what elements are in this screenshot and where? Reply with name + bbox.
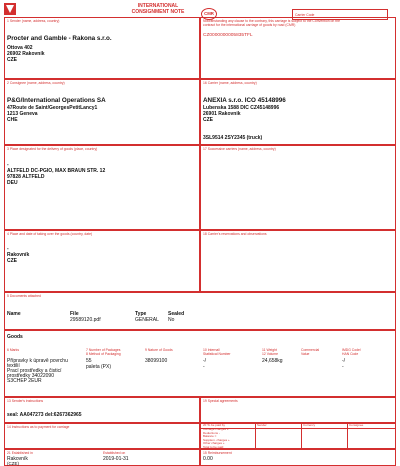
documents-header-sealed: Sealed: [168, 311, 185, 317]
successive-carriers-label: 17 Successive carriers (name, address, country): [203, 147, 276, 151]
goods-weight: 24,658kg: [262, 358, 283, 364]
to-be-paid-row: Supplem. charges +: [203, 437, 230, 442]
documents-box: [4, 292, 396, 330]
documents-header-type: Type: [135, 311, 147, 317]
reimbursement-label: 15 Reimbursement: [203, 451, 232, 455]
successive-carriers-box: [200, 145, 396, 230]
goods-header-weight: 11 Weight: [262, 348, 277, 352]
to-be-paid-col3: Currency: [303, 423, 316, 427]
to-be-paid-box: [200, 423, 396, 449]
goods-header-stat: 10 Internal/: [203, 348, 220, 352]
to-be-paid-col4: Consignee: [349, 423, 364, 427]
carrier-city: 26901 Rakovnik: [203, 111, 241, 117]
to-be-paid-row: Deductions -: [203, 430, 220, 435]
payment-instructions-box: [4, 423, 200, 449]
established-box: [4, 449, 200, 466]
established-place: Rakovník: [7, 456, 28, 462]
taking-over-label: 4 Place and date of taking over the goods (country, date): [7, 232, 93, 236]
form-title: [120, 3, 196, 15]
goods-header-packages: 7 Number of Packages: [86, 348, 121, 352]
goods-header-volume: 12 Volume: [262, 352, 279, 356]
to-be-paid-col2: Sender: [257, 423, 267, 427]
consignee-country: CHE: [7, 117, 18, 123]
notice-reference: CZ0000000005835TFL: [203, 33, 253, 38]
goods-header-imdg: IMDG Code/: [342, 348, 361, 352]
document-sealed: No: [168, 317, 175, 323]
consignee-label: 2 Consignee (name, address, country): [7, 81, 65, 85]
consignee-box: [4, 79, 200, 145]
cmr-badge: CMR: [201, 8, 217, 20]
sender-label: 1 Sender (name, address, country): [7, 19, 60, 23]
carrier-street: Lubenska 1588 DIC CZ45148996: [203, 105, 280, 111]
goods-header-value: Commercial: [301, 348, 320, 352]
taking-over-line-2: Rakovník: [7, 252, 30, 258]
established-in-label: 21 Established in: [7, 451, 33, 455]
delivery-line-2: ALTFELD DC-PGIO, MAX BRAUN STR. 12: [7, 168, 106, 174]
documents-header-name: Name: [7, 311, 21, 317]
to-be-paid-row: Total to be paid: [203, 444, 224, 449]
to-be-paid-col1: 20 To be paid by: [203, 423, 225, 427]
goods-header-un: HAN Code: [342, 352, 359, 356]
notice-box: [200, 17, 396, 79]
title-line-1: INTERNATIONAL: [137, 3, 179, 9]
special-agreements-label: 19 Special agreements: [203, 399, 238, 403]
goods-header-packing: 8 Method of Packaging: [86, 352, 121, 356]
sender-box: [4, 17, 200, 79]
to-be-paid-rule: [201, 428, 396, 429]
to-be-paid-row: Balance =: [203, 434, 217, 438]
notice-text-1: Notwithstanding any clause to the contrary, this carriage is subject to the Convention on the: [203, 19, 340, 23]
carrier-label: 16 Carrier (name, address, country): [203, 81, 257, 85]
goods-packing: paleta (PX): [86, 364, 112, 370]
goods-title: Goods: [7, 334, 23, 340]
delivery-box: [4, 145, 200, 230]
document-file[interactable]: 29589120.pdf: [70, 317, 101, 323]
delivery-line-3: 97828 ALTFELD: [7, 174, 45, 180]
goods-desc-3: Prací prostředky a čisticí: [7, 368, 62, 374]
goods-desc-5: S3CHEP 2EUR: [7, 378, 42, 384]
sender-country: CZE: [7, 57, 17, 63]
delivery-label: 3 Place designated for the delivery of goods (place, country): [7, 147, 98, 151]
reimbursement-value: 0.00: [203, 456, 213, 462]
to-be-paid-row: Carriage charges +: [203, 427, 229, 431]
documents-label: 5 Documents attached: [7, 294, 41, 298]
to-be-paid-row: Other charges +: [203, 441, 225, 445]
delivery-line-4: DEU: [7, 180, 18, 186]
documents-header-file: File: [70, 311, 79, 317]
taking-over-box: [4, 230, 200, 292]
goods-nature: 38099100: [145, 358, 168, 364]
carrier-plates: 3SL9514 2SY2345 (truck): [203, 135, 263, 141]
title-line-2: CONSIGNMENT NOTE: [131, 9, 185, 15]
goods-stat: -/: [203, 358, 207, 364]
notice-text-2: contract for the international carriage of goods by road (CMR): [203, 23, 296, 27]
established-date: 2019-01-31: [103, 456, 129, 462]
reimbursement-box: [200, 449, 396, 466]
goods-desc-2: textilií: [7, 363, 20, 369]
instructions-box: [4, 397, 200, 423]
goods-box: [4, 330, 396, 397]
carrier-country: CZE: [203, 117, 213, 123]
consignee-city: 1213 Geneva: [7, 111, 38, 117]
goods-header-nature: 9 Nature of Goods: [145, 348, 173, 352]
reservations-label: 18 Carrier's reservations and observations: [203, 232, 267, 236]
carrier-box: [200, 79, 396, 145]
flag-logo-icon: [4, 3, 16, 15]
consignee-name: P&G/International Operations SA: [7, 97, 106, 104]
sender-name: Procter and Gamble - Rakona s.r.o.: [7, 35, 112, 42]
taking-over-line-1: -: [7, 246, 9, 252]
goods-desc-4: prostředky 34022090: [7, 373, 54, 379]
established-country: (CZE): [7, 461, 19, 466]
payment-instructions-label: 14 Instructions as to payment for carriage: [7, 425, 70, 429]
established-on-label: Established on: [103, 451, 126, 455]
carrier-code-label: Carrier Code: [295, 13, 315, 17]
goods-header-value2: Value: [301, 352, 310, 356]
carrier-name: ANEXIA s.r.o. ICO 45148996: [203, 97, 286, 104]
goods-desc-1: Přípravky k úpravě povrchu: [7, 358, 68, 364]
sender-street: Ottova 402: [7, 45, 33, 51]
delivery-line-1: -: [7, 162, 9, 168]
taking-over-line-3: CZE: [7, 258, 17, 264]
goods-packages: 55: [86, 358, 92, 364]
document-type: GENERAL: [135, 317, 159, 323]
reservations-box: [200, 230, 396, 292]
sender-city: 26902 Rakovník: [7, 51, 45, 57]
goods-stat2: -: [203, 364, 205, 370]
goods-header-marks: 6 Marks: [7, 348, 20, 352]
goods-header-stat2: Statistical Number: [203, 352, 231, 356]
instructions-value: seal: AA047273 del:6267362965: [7, 412, 82, 418]
consignee-street: 47Route de Saint/GeorgesPetitLancy1: [7, 105, 98, 111]
instructions-label: 13 Sender's instructions: [7, 399, 44, 403]
special-agreements-box: [200, 397, 396, 423]
goods-un: -: [342, 364, 344, 370]
goods-imdg: -/: [342, 358, 346, 364]
